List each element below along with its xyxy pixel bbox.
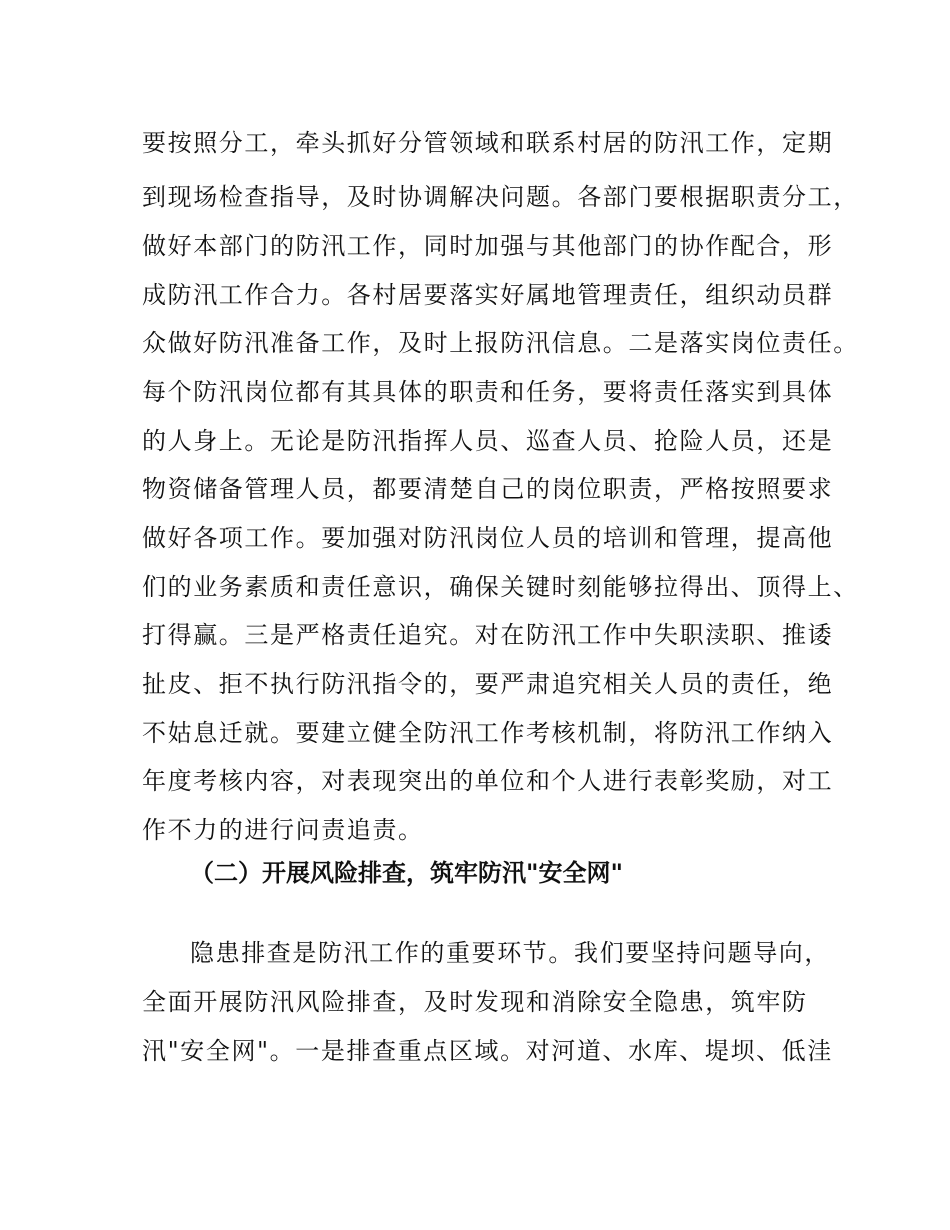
body-text-line: 汛"安全网"。一是排查重点区域。对河道、水库、堤坝、低洼 — [142, 1037, 833, 1065]
body-text-line: 每个防汛岗位都有其具体的职责和任务，要将责任落实到具体 — [142, 378, 834, 406]
body-text-line: 全面开展防汛风险排查，及时发现和消除安全隐患，筑牢防 — [142, 988, 808, 1016]
body-text-line: 隐患排查是防汛工作的重要环节。我们要坚持问题导向， — [190, 939, 830, 967]
body-text-line: 做好各项工作。要加强对防汛岗位人员的培训和管理，提高他 — [142, 524, 834, 552]
body-text-line: 成防汛工作合力。各村居要落实好属地管理责任，组织动员群 — [142, 281, 834, 309]
body-text-line: 到现场检查指导，及时协调解决问题。各部门要根据职责分工， — [142, 183, 859, 211]
body-text-line: 物资储备管理人员，都要清楚自己的岗位职责，严格按照要求 — [142, 475, 834, 503]
body-text-line: 们的业务素质和责任意识，确保关键时刻能够拉得出、顶得上、 — [142, 573, 859, 601]
body-text-line: 打得赢。三是严格责任追究。对在防汛工作中失职渎职、推诿 — [142, 621, 834, 649]
body-text-line: 要按照分工，牵头抓好分管领域和联系村居的防汛工作，定期 — [142, 129, 834, 157]
body-text-line: 扯皮、拒不执行防汛指令的，要严肃追究相关人员的责任，绝 — [142, 670, 834, 698]
body-text-line: 做好本部门的防汛工作，同时加强与其他部门的协作配合，形 — [142, 232, 834, 260]
body-text-line: 年度考核内容，对表现突出的单位和个人进行表彰奖励，对工 — [142, 767, 834, 795]
body-text-line: 众做好防汛准备工作，及时上报防汛信息。二是落实岗位责任。 — [142, 329, 859, 357]
body-text-line: 的人身上。无论是防汛指挥人员、巡查人员、抢险人员，还是 — [142, 427, 834, 455]
body-text-line: 作不力的进行问责追责。 — [142, 816, 424, 844]
body-text-line: 不姑息迁就。要建立健全防汛工作考核机制，将防汛工作纳入 — [142, 719, 834, 747]
section-heading: （二）开展风险排查，筑牢防汛"安全网" — [190, 859, 624, 887]
